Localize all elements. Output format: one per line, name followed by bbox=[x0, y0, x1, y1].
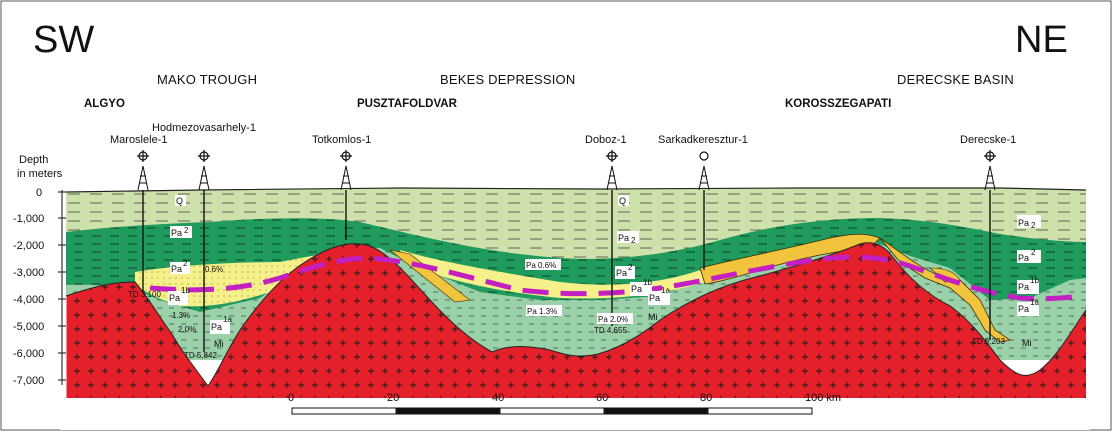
unit-label-q-left bbox=[175, 195, 186, 206]
locality-korosszegapati: KOROSSZEGAPATI bbox=[785, 98, 892, 110]
well-label-maroslele: Maroslele-1 bbox=[110, 134, 168, 146]
unit-label-mi-right: Mi bbox=[1022, 338, 1032, 348]
svg-text:Q: Q bbox=[176, 196, 184, 206]
svg-text:1b: 1b bbox=[643, 278, 652, 287]
well-label-derecske: Derecske-1 bbox=[960, 134, 1017, 146]
depth-axis-title-2: in meters bbox=[17, 168, 63, 180]
ro-pa06-center: Pa 0.6% bbox=[526, 261, 557, 270]
depth-tick-5000: -5,000 bbox=[13, 321, 45, 333]
orientation-ne: NE bbox=[1015, 19, 1068, 61]
ro-13-left: 1.3% bbox=[172, 311, 191, 320]
well-symbol-icon bbox=[137, 150, 996, 162]
svg-text:1a: 1a bbox=[1030, 298, 1039, 307]
well-label-doboz: Doboz-1 bbox=[585, 134, 627, 146]
svg-text:1b: 1b bbox=[1030, 276, 1039, 285]
td-hodmezovasarhely: TD 5,842 bbox=[184, 351, 217, 360]
td-doboz: TD 4,655 bbox=[594, 326, 627, 335]
unit-label-pa2-center bbox=[617, 231, 639, 245]
unit-label-mi-left: Mi bbox=[214, 339, 224, 349]
svg-text:Pa: Pa bbox=[618, 233, 630, 243]
td-maroslele: TD 3,100 bbox=[128, 290, 161, 299]
svg-text:2: 2 bbox=[184, 226, 189, 235]
depth-tick-2000: -2,000 bbox=[13, 240, 45, 252]
svg-text:2: 2 bbox=[631, 236, 636, 245]
ro-pa13-center: Pa 1.3% bbox=[527, 307, 558, 316]
depth-axis-title-1: Depth bbox=[19, 154, 49, 166]
svg-text:Pa: Pa bbox=[1018, 304, 1030, 314]
region-mako-trough: MAKO TROUGH bbox=[157, 72, 258, 87]
svg-text:Pa: Pa bbox=[1018, 282, 1030, 292]
scale-tick-20: 20 bbox=[387, 392, 400, 404]
svg-text:Q: Q bbox=[619, 196, 627, 206]
locality-algyo: ALGYO bbox=[84, 98, 125, 110]
svg-text:2: 2 bbox=[628, 263, 633, 272]
svg-text:2: 2 bbox=[1031, 221, 1036, 230]
unit-label-pa2-right-lower bbox=[1017, 248, 1041, 263]
unit-label-mi-center: Mi bbox=[648, 312, 658, 322]
svg-text:1b: 1b bbox=[181, 286, 190, 295]
orientation-sw: SW bbox=[33, 19, 95, 61]
svg-text:2: 2 bbox=[183, 259, 188, 268]
svg-text:1a: 1a bbox=[661, 286, 670, 295]
svg-text:Pa: Pa bbox=[616, 268, 628, 278]
derrick-icon bbox=[138, 166, 995, 190]
depth-tick-7000: -7,000 bbox=[13, 375, 45, 387]
scale-tick-0: 0 bbox=[288, 392, 295, 404]
svg-text:Pa: Pa bbox=[631, 284, 643, 294]
svg-text:Pa: Pa bbox=[1018, 218, 1030, 228]
well-label-sarkadkeresztur: Sarkadkeresztur-1 bbox=[658, 134, 748, 146]
well-label-hodmezovasarhely: Hodmezovasarhely-1 bbox=[152, 122, 256, 134]
scale-tick-100: 100 km bbox=[805, 392, 842, 404]
ro-pa20-center: Pa 2.0% bbox=[598, 315, 629, 324]
svg-text:2: 2 bbox=[1031, 248, 1036, 257]
svg-text:Pa: Pa bbox=[1018, 253, 1030, 263]
unit-label-pa2-right bbox=[1017, 215, 1041, 230]
scale-bar bbox=[292, 408, 812, 414]
well-label-totkomlos: Totkomlos-1 bbox=[312, 134, 372, 146]
locality-pusztafoldvar: PUSZTAFOLDVAR bbox=[357, 98, 457, 110]
td-derecske: TD 5,203 bbox=[972, 337, 1005, 346]
scale-tick-60: 60 bbox=[596, 392, 609, 404]
scale-tick-40: 40 bbox=[492, 392, 505, 404]
svg-text:Pa: Pa bbox=[171, 264, 183, 274]
depth-tick-6000: -6,000 bbox=[13, 348, 45, 360]
svg-text:1a: 1a bbox=[223, 315, 232, 324]
depth-tick-4000: -4,000 bbox=[13, 294, 45, 306]
ro-20-left: 2.0% bbox=[178, 325, 197, 334]
svg-text:Pa: Pa bbox=[169, 293, 181, 303]
unit-label-pa2-left bbox=[170, 226, 192, 238]
depth-tick-0: 0 bbox=[36, 187, 43, 199]
svg-text:Pa: Pa bbox=[171, 228, 183, 238]
scale-tick-80: 80 bbox=[700, 392, 713, 404]
region-bekes-depression: BEKES DEPRESSION bbox=[440, 72, 576, 87]
svg-text:Pa: Pa bbox=[649, 293, 661, 303]
depth-tick-1000: -1,000 bbox=[13, 213, 45, 225]
depth-tick-3000: -3,000 bbox=[13, 267, 45, 279]
ro-06-left: 0.6% bbox=[205, 265, 224, 274]
region-derecske-basin: DERECSKE BASIN bbox=[897, 72, 1014, 87]
unit-label-q-center bbox=[618, 195, 629, 206]
svg-text:Pa: Pa bbox=[211, 322, 223, 332]
